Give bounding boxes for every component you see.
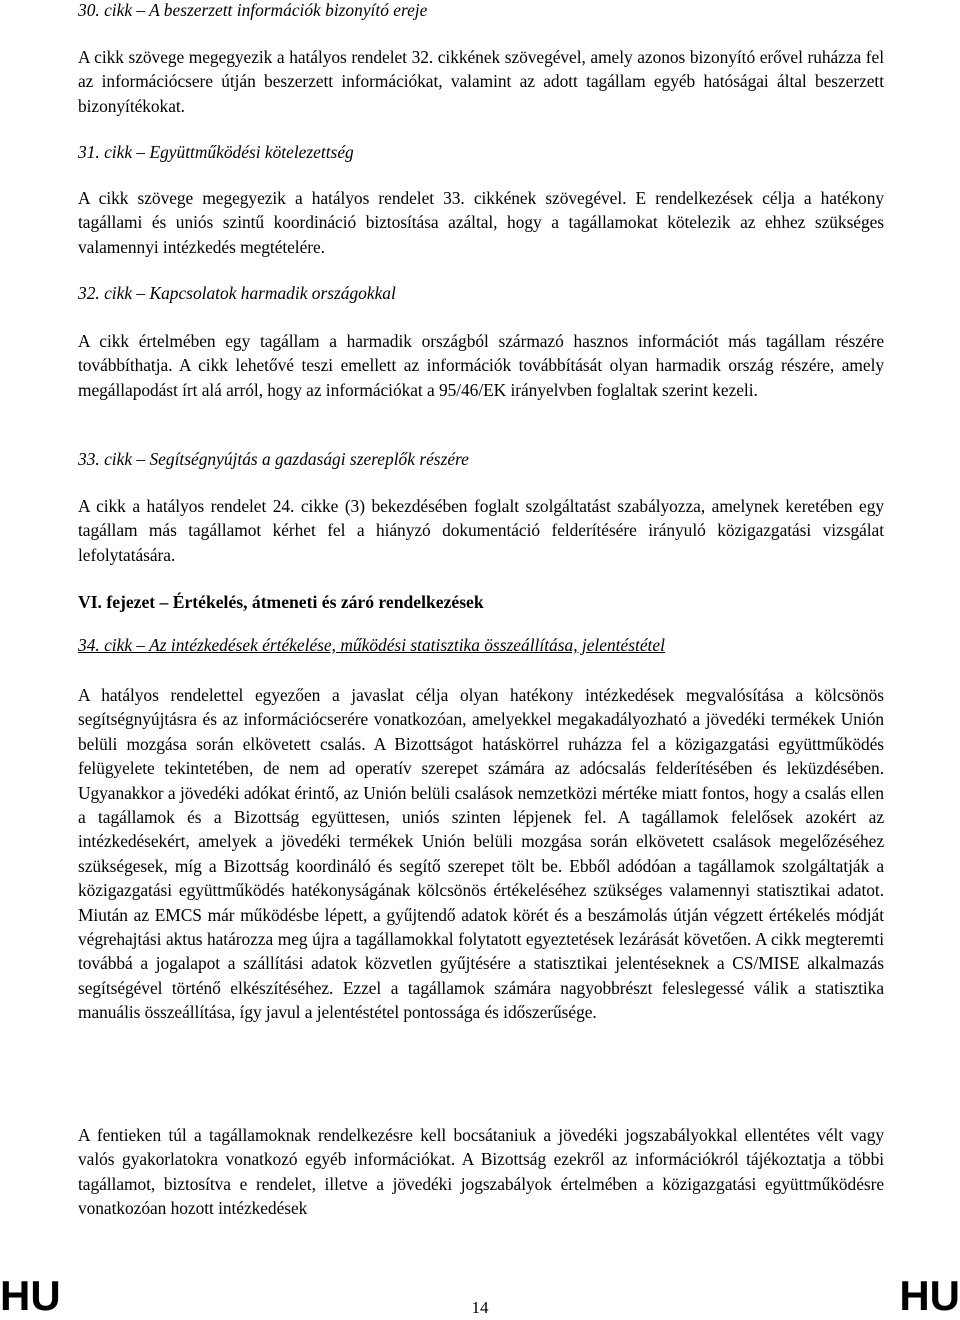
article-30-heading: 30. cikk – A beszerzett információk bizonyító ereje — [78, 0, 428, 20]
page-number: 14 — [471, 1298, 489, 1317]
article-32-paragraph: A cikk értelmében egy tagállam a harmadik országból származó hasznos információt más tagállam részére továbbíthatja. A cikk lehetővé teszi emellett az információk továbbítását olyan harmadik ország részére, amely megállapodást írt alá arról, hogy az információkat a 95/46/EK irányelvben foglaltak szerint kezeli. — [78, 331, 884, 400]
chapter-heading-block — [78, 590, 884, 614]
article-33-paragraph: A cikk a hatályos rendelet 24. cikke (3) bekezdésében foglalt szolgáltatást szabályozza, amelynek keretében egy tagállam más tagállamot kérhet fel a hiányzó dokumentáció felderítésére irányuló közigazgatási vizsgálat lefolytatására. — [78, 496, 884, 565]
article-34-body — [78, 683, 884, 1025]
article-34-body-2 — [78, 1123, 884, 1221]
article-30-paragraph: A cikk szövege megegyezik a hatályos rendelet 32. cikkének szövegével, amely azonos bizonyító erővel ruházza fel az információcsere útján beszerzett információkat, valamint az adott tagállam egyéb hatóságai által beszerzett bizonyítékokat. — [78, 47, 884, 116]
article-33 — [78, 447, 884, 471]
article-34 — [78, 633, 884, 657]
article-33-heading: 33. cikk – Segítségnyújtás a gazdasági szereplők részére — [78, 449, 469, 469]
article-31-paragraph: A cikk szövege megegyezik a hatályos rendelet 33. cikkének szövegével. E rendelkezések célja a hatékony tagállami és uniós szintű koordináció biztosítása azáltal, hogy a tagállamokat kötelezik az ehhez szükséges valamennyi intézkedés megtételére. — [78, 188, 884, 257]
article-33-body — [78, 494, 884, 567]
article-32-body — [78, 329, 884, 402]
article-32-heading: 32. cikk – Kapcsolatok harmadik országokkal — [78, 283, 396, 303]
chapter-title: VI. fejezet – Értékelés, átmeneti és záró rendelkezések — [78, 592, 484, 612]
article-31-body — [78, 186, 884, 259]
article-34-heading: 34. cikk – Az intézkedések értékelése, működési statisztika összeállítása, jelentéstétel — [78, 635, 665, 655]
article-32 — [78, 281, 884, 305]
article-31 — [78, 140, 884, 164]
article-34-paragraph-2: A fentieken túl a tagállamoknak rendelkezésre kell bocsátaniuk a jövedéki jogszabályokkal ellentétes vélt vagy valós gyakorlatokra vonatkozó egyéb információkat. A Bizottság ezekről az információkról tájékoztatja a többi tagállamot, biztosítva e rendelet, illetve a jövedéki jogszabályok értelmében a közigazgatási együttműködésre vonatkozóan hozott intézkedések — [78, 1125, 884, 1219]
article-31-heading: 31. cikk – Együttműködési kötelezettség — [78, 142, 354, 162]
article-34-paragraph-1: A hatályos rendelettel egyezően a javaslat célja olyan hatékony intézkedések megvalósítása a kölcsönös segítségnyújtásra és az információcserére vonatkozóan, amelyekkel megakadályozható a jövedéki termékek Unión belüli mozgása során elkövetett csalás. A Bizottságot hatáskörrel ruházza fel a közigazgatási együttműködés felügyelete tekintetében, de nem ad operatív szerepet számára az adócsalás felderítésében és leküzdésében. Ugyanakkor a jövedéki adókat érintő, az Unión belüli csalások nemzetközi mértéke miatt fontos, hogy a csalás ellen a tagállamok és a Bizottság együttesen, uniós szinten lépjenek fel. A tagállamok felelősek azokért az intézkedésekért, amelyek a jövedéki termékek Unión belüli mozgása során elkövetett csalások megelőzéséhez szükségesek, míg a Bizottság koordináló és segítő szerepet tölt be. Ebből adódóan a tagállamok szolgáltatják a közigazgatási együttműködés hatékonyságának kölcsönös értékeléséhez szükséges valamennyi statisztikai adatot. Miután az EMCS már működésbe lépett, a gyűjtendő adatok körét és a beszámolás útján végzett értékelés módját végrehajtási aktus határozza meg újra a tagállamokkal folytatott egyeztetések lezárását követően. A cikk megteremti továbbá a jogalapot a szállítási adatok közvetlen gyűjtésére a statisztikai jelentéseknek a CS/MISE alkalmazás segítségével történő elkészítéséhez. Ezzel a tagállamok számára nagyobbrészt feleslegessé válik a statisztika manuális összeállítása, így javul a jelentéstétel pontossága és időszerűsége. — [78, 685, 884, 1023]
article-30-body — [78, 45, 884, 118]
article-30 — [78, 0, 884, 22]
footer-language-code-right: HU — [899, 1272, 960, 1319]
footer-language-code-left: HU — [0, 1272, 61, 1319]
